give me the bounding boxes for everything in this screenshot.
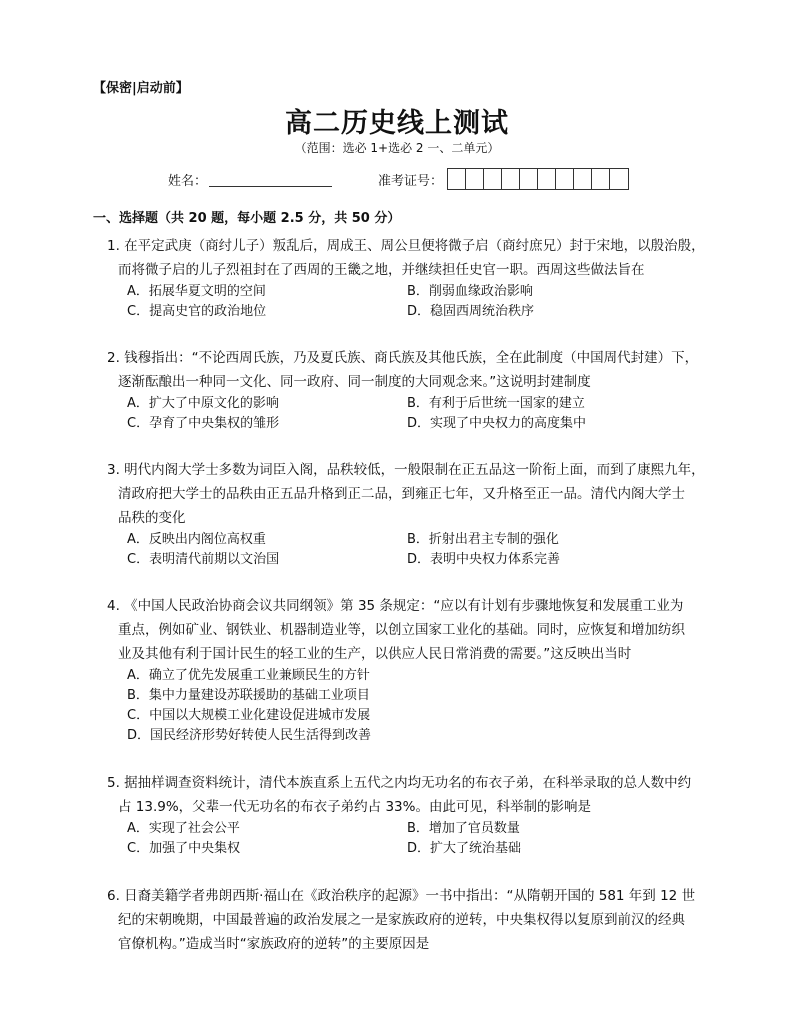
question-stem-line: 逐渐酝酿出一种同一文化、同一政府、同一制度的大同观念来。”这说明封建制度	[118, 374, 591, 390]
option-a[interactable]	[127, 394, 407, 414]
option-d[interactable]	[407, 839, 687, 859]
question-stem-line: 业及其他有利于国计民生的轻工业的生产，以供应人民日常消费的需要。”这反映出当时	[118, 646, 632, 662]
exam-id-digit-box[interactable]	[466, 169, 484, 189]
option-a[interactable]	[127, 819, 407, 839]
question-stem-line: 5. 据抽样调查资料统计，清代本族直系上五代之内均无功名的布衣子弟，在科举录取的总人数中约	[107, 775, 692, 791]
question-stem-line: 而将微子启的儿子烈祖封在了西周的王畿之地，并继续担任史官一职。西周这些做法旨在	[118, 262, 645, 278]
question-stem-line: 品秩的变化	[118, 510, 186, 526]
option-b[interactable]	[407, 394, 687, 414]
option-text: 实现了社会公平	[148, 821, 240, 836]
option-text: 有利于后世统一国家的建立	[428, 396, 585, 411]
option-text: 孕育了中央集权的雏形	[149, 416, 280, 431]
option-letter: D．	[407, 552, 431, 567]
option-row	[107, 819, 707, 839]
option-a[interactable]	[107, 666, 707, 686]
exam-scope: （范围：选必 1+选必 2 一、二单元）	[294, 141, 500, 155]
option-text: 扩大了统治基础	[430, 841, 522, 856]
question-4	[107, 594, 707, 746]
question-stem-line: 2. 钱穆指出：“不论西周氏族，乃及夏氏族、商氏族及其他氏族，全在此制度（中国周代封建）下，	[107, 350, 699, 366]
option-letter: B．	[407, 821, 429, 836]
option-row	[107, 394, 707, 414]
option-b[interactable]	[407, 819, 687, 839]
option-c[interactable]	[127, 550, 407, 570]
option-row	[107, 302, 707, 322]
section-heading: 一、选择题（共 20 题，每小题 2.5 分，共 50 分）	[93, 211, 401, 226]
option-b[interactable]	[407, 282, 687, 302]
question-stem-line: 官僚机构。”造成当时“家族政府的逆转”的主要原因是	[118, 936, 430, 952]
option-text: 增加了官员数量	[428, 821, 520, 836]
option-text: 中国以大规模工业化建设促进城市发展	[149, 708, 371, 723]
option-row	[107, 839, 707, 859]
exam-id-digit-box[interactable]	[520, 169, 538, 189]
question-stem-line: 6. 日裔美籍学者弗朗西斯·福山在《政治秩序的起源》一书中指出：“从隋朝开国的 581 年到 12 世	[107, 888, 696, 904]
option-letter: C．	[127, 708, 150, 723]
exam-id-boxes[interactable]	[447, 168, 629, 190]
option-text: 稳固西周统治秩序	[430, 304, 535, 319]
option-c[interactable]	[107, 706, 707, 726]
option-letter: D．	[407, 304, 431, 319]
option-row	[107, 414, 707, 434]
option-text: 表明中央权力体系完善	[430, 552, 561, 567]
option-letter: D．	[407, 416, 431, 431]
confidential-tag: 【保密|启动前】	[93, 81, 189, 96]
option-letter: A．	[127, 396, 149, 411]
exam-id-digit-box[interactable]	[502, 169, 520, 189]
option-letter: A．	[127, 284, 149, 299]
page-title: 高二历史线上测试	[285, 108, 509, 139]
exam-id-digit-box[interactable]	[484, 169, 502, 189]
option-text: 国民经济形势好转使人民生活得到改善	[150, 728, 372, 743]
question-1	[107, 234, 707, 322]
question-3	[107, 458, 707, 570]
option-letter: B．	[127, 688, 149, 703]
question-stem-line: 重点，例如矿业、钢铁业、机器制造业等，以创立国家工业化的基础。同时，应恢复和增加纺织	[118, 622, 685, 638]
question-stem-line: 纪的宋朝晚期，中国最普遍的政治发展之一是家族政府的逆转，中央集权得以复原到前汉的经典	[118, 912, 685, 928]
option-d[interactable]	[407, 414, 687, 434]
option-text: 提高史官的政治地位	[149, 304, 267, 319]
option-d[interactable]	[407, 550, 687, 570]
option-text: 扩大了中原文化的影响	[148, 396, 279, 411]
option-letter: D．	[407, 841, 431, 856]
question-6	[107, 884, 707, 956]
option-letter: C．	[127, 416, 150, 431]
exam-id-label: 准考证号：	[378, 173, 444, 189]
option-text: 折射出君主专制的强化	[428, 532, 559, 547]
option-letter: A．	[127, 821, 149, 836]
name-label: 姓名：	[168, 173, 208, 189]
option-b[interactable]	[407, 530, 687, 550]
name-field[interactable]	[209, 172, 332, 187]
option-letter: D．	[127, 728, 151, 743]
student-info-row	[168, 168, 629, 190]
option-letter: C．	[127, 841, 150, 856]
option-text: 确立了优先发展重工业兼顾民生的方针	[148, 668, 370, 683]
option-text: 反映出内阁位高权重	[148, 532, 266, 547]
question-stem-line: 4. 《中国人民政治协商会议共同纲领》第 35 条规定：“应以有计划有步骤地恢复和发展重工业为	[107, 598, 684, 614]
option-letter: C．	[127, 304, 150, 319]
option-letter: A．	[127, 668, 149, 683]
option-text: 表明清代前期以文治国	[149, 552, 280, 567]
option-c[interactable]	[127, 302, 407, 322]
option-letter: A．	[127, 532, 149, 547]
question-stem-line: 清政府把大学士的品秩由正五品升格到正二品，到雍正七年，又升格至正一品。清代内阁大学士	[118, 486, 685, 502]
question-stem-line: 占 13.9%，父辈一代无功名的布衣子弟约占 33%。由此可见，科举制的影响是	[118, 799, 591, 815]
question-2	[107, 346, 707, 434]
exam-id-digit-box[interactable]	[556, 169, 574, 189]
option-a[interactable]	[127, 530, 407, 550]
question-stem-line: 3. 明代内阁大学士多数为词臣入阁，品秩较低，一般限制在正五品这一阶衔上面，而到了康熙九年，	[107, 462, 705, 478]
option-letter: B．	[407, 532, 429, 547]
option-text: 集中力量建设苏联援助的基础工业项目	[148, 688, 370, 703]
question-5	[107, 771, 707, 859]
exam-id-digit-box[interactable]	[610, 169, 628, 189]
option-text: 实现了中央权力的高度集中	[430, 416, 587, 431]
option-text: 加强了中央集权	[149, 841, 241, 856]
exam-id-digit-box[interactable]	[574, 169, 592, 189]
question-stem-line: 1. 在平定武庚（商纣儿子）叛乱后，周成王、周公旦便将微子启（商纣庶兄）封于宋地，以殷治殷，	[107, 238, 705, 254]
option-letter: B．	[407, 396, 429, 411]
option-letter: B．	[407, 284, 429, 299]
option-d[interactable]	[107, 726, 707, 746]
option-text: 削弱血缘政治影响	[428, 284, 533, 299]
exam-id-digit-box[interactable]	[538, 169, 556, 189]
exam-id-digit-box[interactable]	[448, 169, 466, 189]
option-c[interactable]	[127, 839, 407, 859]
option-row	[107, 282, 707, 302]
option-letter: C．	[127, 552, 150, 567]
option-row	[107, 550, 707, 570]
option-a[interactable]	[127, 282, 407, 302]
exam-id-digit-box[interactable]	[592, 169, 610, 189]
option-d[interactable]	[407, 302, 687, 322]
option-c[interactable]	[127, 414, 407, 434]
option-row	[107, 530, 707, 550]
option-text: 拓展华夏文明的空间	[148, 284, 266, 299]
option-b[interactable]	[107, 686, 707, 706]
